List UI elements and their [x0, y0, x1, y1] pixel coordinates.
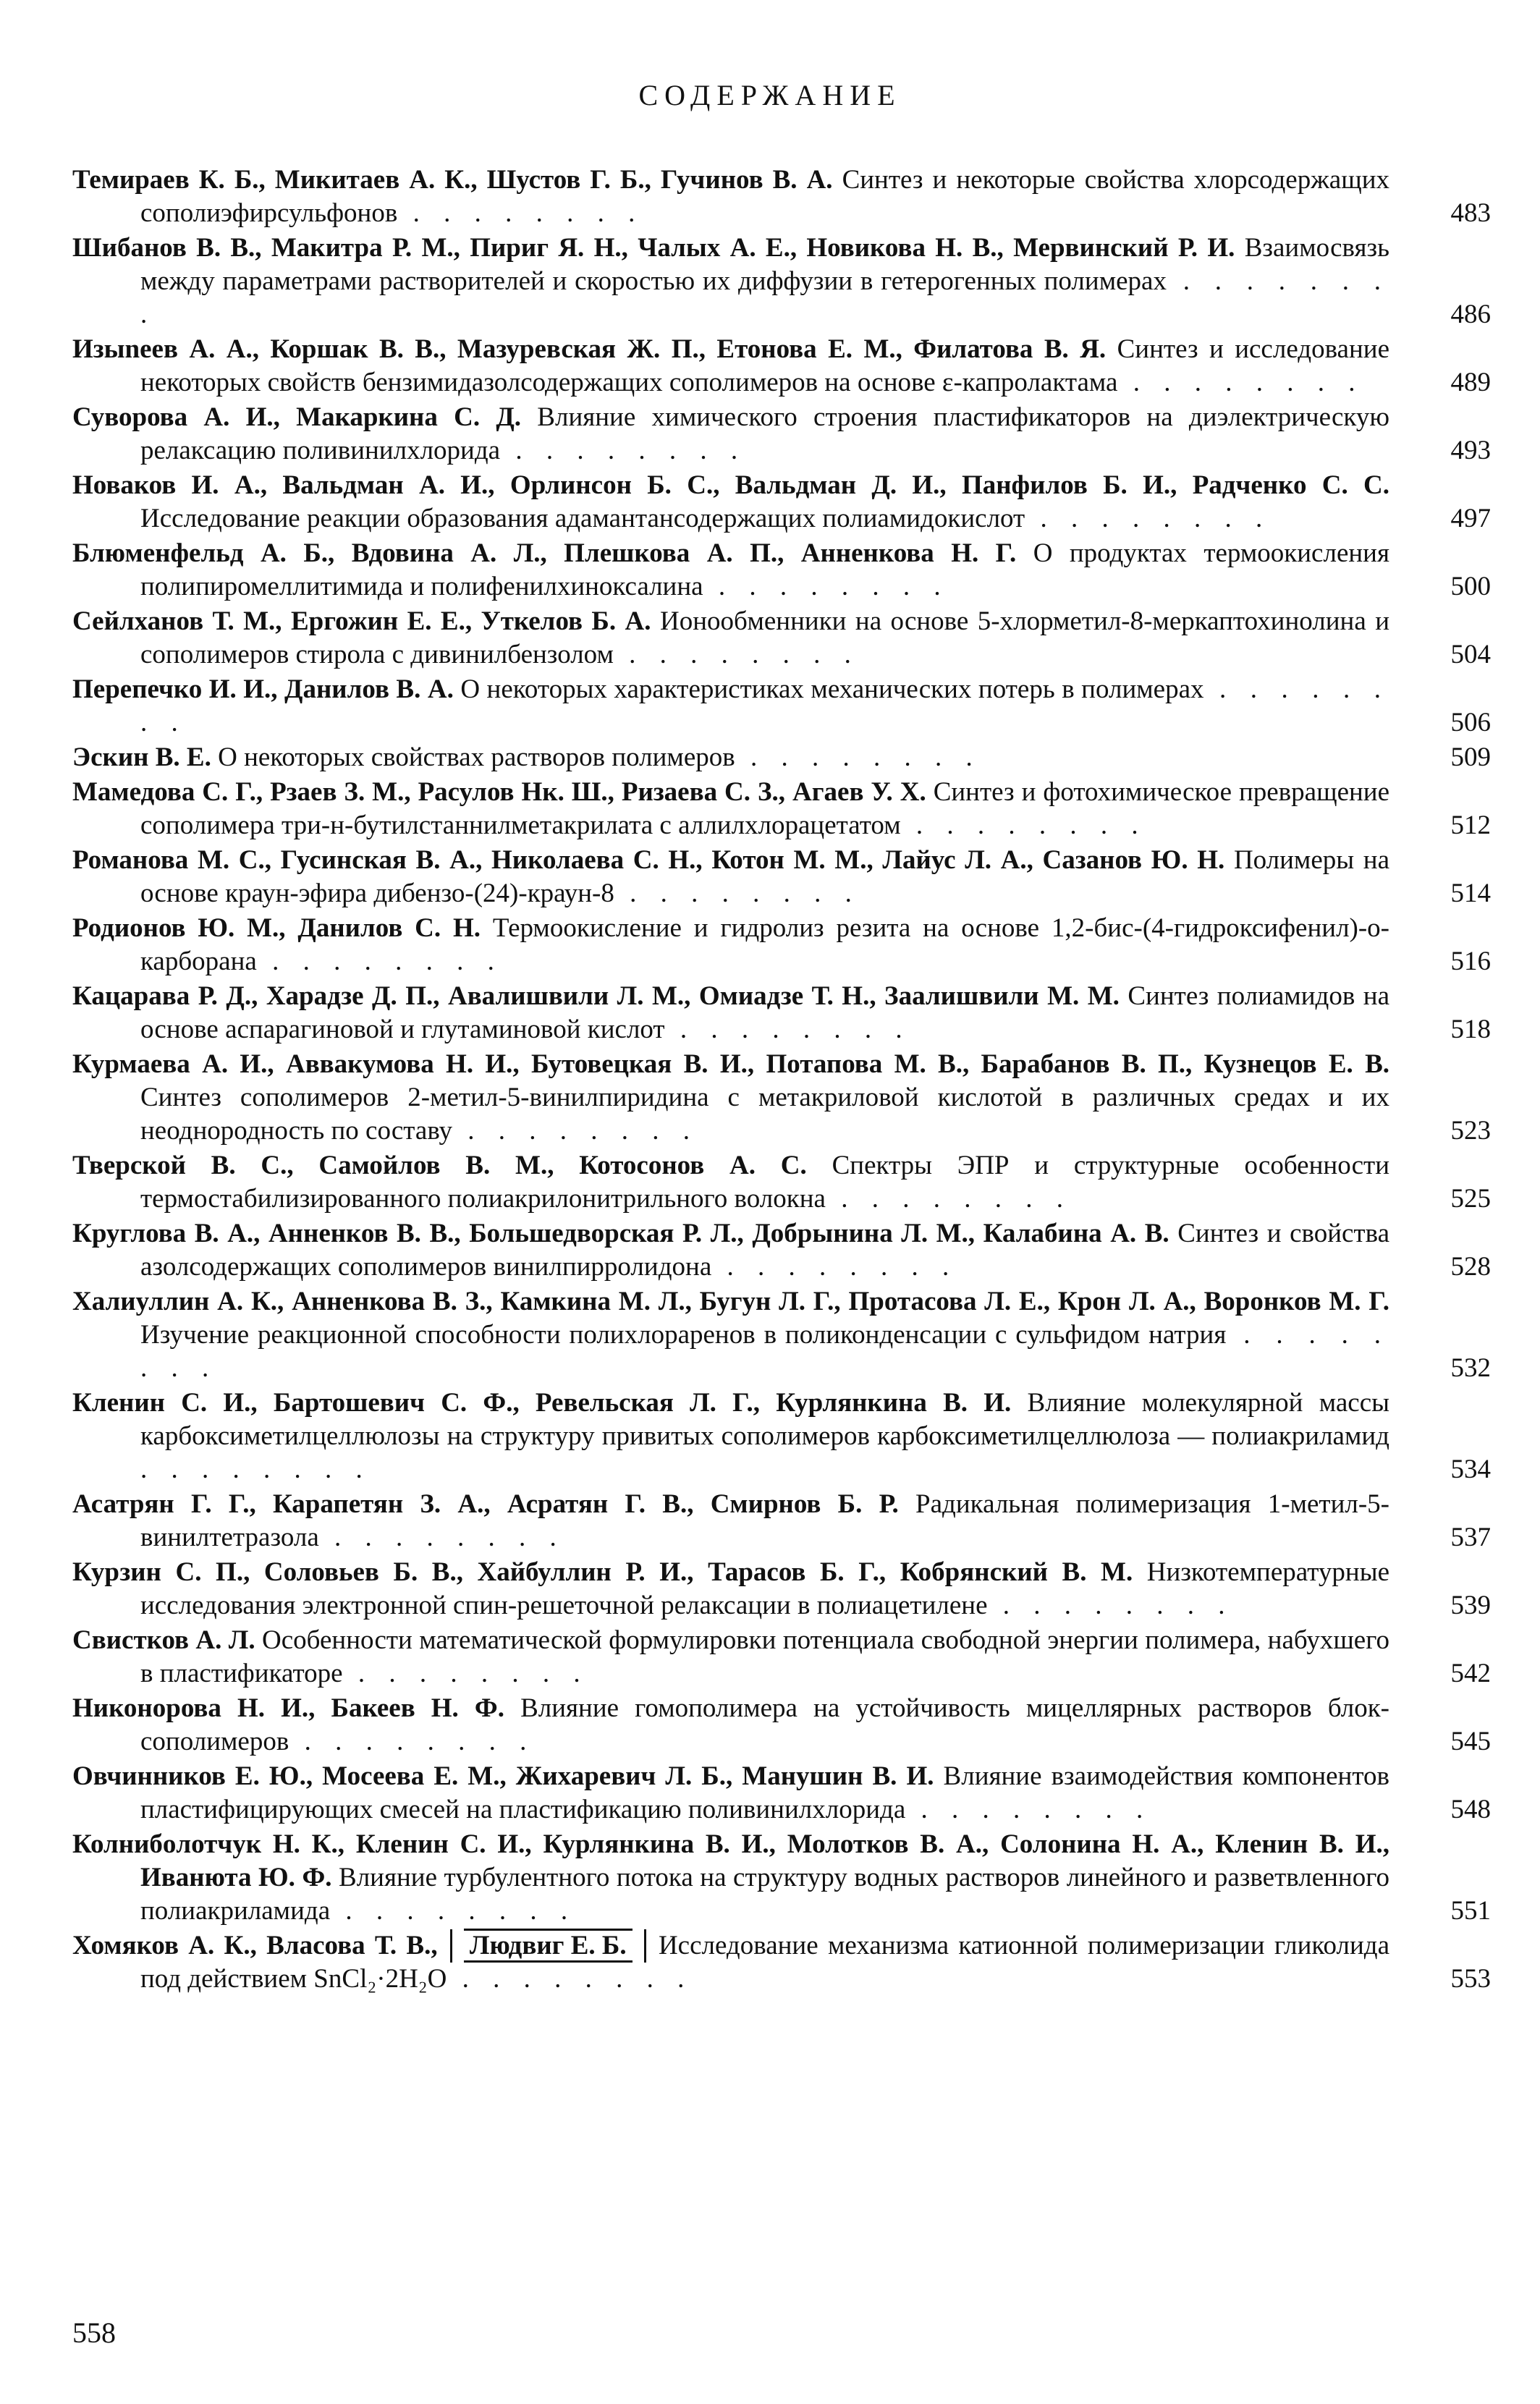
- entry-page: 534: [1450, 1455, 1491, 1484]
- toc-entry: [72, 537, 1491, 604]
- entry-page: 537: [1450, 1523, 1491, 1552]
- entry-title: Влияние химического строения пластификаторов на диэлектрическую релаксацию поливинилхлорида: [140, 402, 1390, 465]
- leader-dots: . . . . . . . .: [256, 947, 503, 976]
- entry-page: 512: [1450, 810, 1491, 840]
- leader-dots: . . . . . . . .: [614, 879, 860, 908]
- entry-title: Взаимосвязь между параметрами растворителей и скоростью их диффузии в гетерогенных полимерах: [140, 233, 1389, 296]
- entry-title: Влияние гомополимера на устойчивость мицеллярных растворов блок-сополимеров: [140, 1693, 1390, 1756]
- toc-entry: [72, 1387, 1491, 1486]
- toc-entry: [72, 1285, 1491, 1385]
- leader-dots: . . . . . . . .: [330, 1896, 577, 1926]
- entry-title: Влияние взаимодействия компонентов пластифицирующих смесей на пластификацию поливинилхлорида: [140, 1761, 1390, 1824]
- leader-dots: . . . . . . . .: [825, 1184, 1072, 1214]
- deceased-author: Людвиг Е. Б.: [464, 1929, 632, 1963]
- entry-title: Особенности математической формулировки потенциала свободной энергии полимера, набухшего в пластификаторе: [140, 1625, 1389, 1688]
- entry-title: Синтез сополимеров 2-метил-5-винилпиридина с метакриловой кислотой в различных средах и их неоднородность по составу: [140, 1083, 1389, 1146]
- leader-dots: . . . . . . . .: [289, 1727, 536, 1756]
- entry-authors: Колнибoлотчук Н. К., Кленин С. И., Курлянкина В. И., Молотков В. А., Солонина Н. А., Кленин В. И., Иванюта Ю. Ф.: [72, 1829, 1389, 1892]
- entry-title: Спектры ЭПР и структурные особенности термостабилизированного полиакрилонитрильного волокна: [140, 1151, 1390, 1214]
- entry-title: Синтез и некоторые свойства хлорсодержащих сополиэфирсульфонов: [140, 165, 1389, 228]
- entry-page: 489: [1450, 368, 1491, 397]
- leader-dots: . . . . . . . .: [500, 436, 747, 465]
- toc-entry: [72, 1556, 1491, 1622]
- toc-entry: [72, 1149, 1491, 1216]
- deceased-author-frame: [450, 1929, 646, 1963]
- entry-page: 497: [1450, 504, 1491, 533]
- leader-dots: . . . . . . . .: [342, 1659, 589, 1688]
- toc-entry: [72, 1760, 1491, 1827]
- entry-authors: Асатрян Г. Г., Карапетян З. А., Асратян Г. В., Смирнов Б. Р.: [72, 1489, 899, 1519]
- entry-page: 509: [1450, 742, 1491, 772]
- entry-title: Исследование механизма катионной полимеризации гликолида под действием SnCl₂·2H₂O: [140, 1931, 1390, 1994]
- entry-authors: Блюменфельд А. Б., Вдовина А. Л., Плешкова А. П., Анненкова Н. Г.: [72, 538, 1017, 568]
- entry-authors: Суворова А. И., Макаркина С. Д.: [72, 402, 522, 432]
- leader-dots: . . . . . . . .: [905, 1795, 1152, 1824]
- entry-authors: Темираев К. Б., Микитаев А. К., Шустов Г. Б., Гучинов В. А.: [72, 165, 833, 195]
- toc-entry: [72, 1488, 1491, 1554]
- entry-authors: Родионов Ю. М., Данилов С. Н.: [72, 913, 481, 943]
- entry-title: О некоторых характеристиках механических потерь в полимерах: [460, 674, 1204, 704]
- leader-dots: . . . . . . . .: [613, 640, 860, 669]
- table-of-contents: [72, 164, 1491, 1997]
- entry-authors: Изыneев А. А., Коршак В. В., Мазуревская Ж. П., Етонова Е. М., Филатова В. Я.: [72, 334, 1107, 364]
- entry-page: 483: [1450, 198, 1491, 228]
- entry-title: Полимеры на основе краун-эфира дибензо-(24)-краун-8: [140, 845, 1390, 908]
- entry-page: 532: [1450, 1353, 1491, 1383]
- leader-dots: . . . . . . . .: [900, 810, 1147, 840]
- entry-page: 525: [1450, 1184, 1491, 1214]
- entry-authors: Сейлханов Т. М., Ергожин Е. Е., Уткелов Б. А.: [72, 606, 651, 636]
- toc-entry: [72, 741, 1491, 774]
- toc-entry: [72, 164, 1491, 230]
- entry-page: 548: [1450, 1795, 1491, 1824]
- toc-entry: [72, 1048, 1491, 1148]
- toc-entry: [72, 232, 1491, 331]
- entry-page: 518: [1450, 1015, 1491, 1044]
- entry-authors: Свистков А. Л.: [72, 1625, 255, 1655]
- entry-authors: Тверской В. С., Самойлов В. М., Котосонов А. С.: [72, 1151, 807, 1180]
- entry-authors: Халиуллин А. К., Анненкова В. З., Камкина М. Л., Бугун Л. Г., Протасова Л. Е., Крон Л. А., Воронков М. Г.: [72, 1287, 1389, 1316]
- entry-page: 516: [1450, 947, 1491, 976]
- leader-dots: . . . . . . . .: [140, 674, 1390, 737]
- entry-title: Синтез и свойства азолсодержащих сополимеров винилпирролидона: [140, 1219, 1390, 1282]
- leader-dots: . . . . . . . .: [664, 1015, 911, 1044]
- toc-entry: [72, 776, 1491, 842]
- toc-entry: [72, 605, 1491, 672]
- leader-dots: . . . . . . . .: [711, 1252, 958, 1282]
- page-title: СОДЕРЖАНИЕ: [638, 79, 902, 111]
- entry-title: О продуктах термоокисления полипиромеллитимида и полифенилхиноксалина: [140, 538, 1389, 601]
- leader-dots: . . . . . . . .: [1117, 368, 1364, 397]
- entry-authors: Перепечко И. И., Данилов В. А.: [72, 674, 454, 704]
- entry-title: Исследование реакции образования адамантансодержащих полиамидокислот: [140, 504, 1025, 533]
- toc-entry: [72, 844, 1491, 910]
- entry-authors: Круглова В. А., Анненков В. В., Большедворская Р. Л., Добрынина Л. М., Калабина А. В.: [72, 1219, 1169, 1248]
- toc-entry: [72, 1828, 1491, 1928]
- entry-authors: Никонорова Н. И., Бакеев Н. Ф.: [72, 1693, 504, 1723]
- entry-page: 545: [1450, 1727, 1491, 1756]
- entry-title: Ионообменники на основе 5-хлорметил-8-меркаптохинолина и сополимеров стирола с дивинилбензолом: [140, 606, 1389, 669]
- entry-page: 506: [1450, 708, 1491, 737]
- leader-dots: . . . . . . . .: [447, 1964, 693, 1994]
- entry-authors: Кацарава Р. Д., Харадзе Д. П., Авалишвили Л. М., Омиадзе Т. Н., Заалишвили М. М.: [72, 981, 1120, 1011]
- entry-page: 500: [1450, 572, 1491, 601]
- leader-dots: . . . . . . . .: [1025, 504, 1272, 533]
- entry-title: Низкотемпературные исследования электронной спин-решеточной релаксации в полиацетилене: [140, 1557, 1390, 1620]
- entry-authors: Новаков И. А., Вальдман А. И., Орлинсон Б. С., Вальдман Д. И., Панфилов Б. И., Радченко С. С.: [72, 470, 1389, 500]
- entry-title: Изучение реакционной способности полихлораренов в поликонденсации с сульфидом натрия: [140, 1320, 1227, 1350]
- leader-dots: . . . . . . . .: [987, 1591, 1234, 1620]
- entry-authors: Овчинников Е. Ю., Мосеева Е. М., Жихаревич Л. Б., Манушин В. И.: [72, 1761, 934, 1791]
- entry-authors: Шибанов В. В., Макитра Р. М., Пириг Я. Н., Чалых А. Е., Новикова Н. В., Мервинский Р. И.: [72, 233, 1235, 263]
- entry-title: Синтез и фотохимическое превращение сополимера три-н-бутилстаннилметакрилата с аллилхлорацетатом: [140, 777, 1390, 840]
- entry-page: 542: [1450, 1659, 1491, 1688]
- leader-dots: . . . . . . . .: [140, 1320, 1389, 1383]
- leader-dots: . . . . . . . .: [318, 1523, 565, 1552]
- entry-page: 486: [1450, 300, 1491, 329]
- entry-title: Радикальная полимеризация 1-метил-5-винилтетразола: [140, 1489, 1389, 1552]
- entry-title: Синтез полиамидов на основе аспарагиновой и глутаминовой кислот: [140, 981, 1389, 1044]
- page-number: 558: [72, 2316, 116, 2349]
- entry-title: Влияние турбулентного потока на структуру водных растворов линейного и разветвленного полиакриламида: [140, 1863, 1389, 1926]
- toc-entry: [72, 1624, 1491, 1690]
- leader-dots: . . . . . . . .: [735, 742, 981, 772]
- entry-authors: Курмаева А. И., Аввакумова Н. И., Бутовецкая В. И., Потапова М. В., Барабанов В. П., Кузнецов Е. В.: [72, 1049, 1389, 1079]
- entry-authors: Хомяков А. К., Власова Т. В.,: [72, 1931, 438, 1960]
- entry-authors: Мамедова С. Г., Рзаев З. М., Расулов Нк. Ш., Ризаева С. З., Агаев У. Х.: [72, 777, 926, 807]
- toc-entry: [72, 1217, 1491, 1284]
- toc-entry: [72, 980, 1491, 1046]
- toc-entry: [72, 401, 1491, 467]
- entry-page: 551: [1450, 1896, 1491, 1926]
- entry-title: Термоокисление и гидролиз резита на основе 1,2-бис-(4-гидроксифенил)-о-карборана: [140, 913, 1389, 976]
- entry-page: 493: [1450, 436, 1491, 465]
- entry-page: 523: [1450, 1116, 1491, 1146]
- entry-page: 528: [1450, 1252, 1491, 1282]
- entry-authors: Курзин С. П., Соловьев Б. В., Хайбуллин Р. И., Тарасов Б. Г., Кобрянский В. М.: [72, 1557, 1133, 1587]
- leader-dots: . . . . . . . .: [140, 266, 1390, 329]
- leader-dots: . . . . . . . .: [140, 1455, 371, 1484]
- toc-entry: [72, 673, 1491, 740]
- toc-entry: [72, 469, 1491, 536]
- entry-page: 514: [1450, 879, 1491, 908]
- leader-dots: . . . . . . . .: [452, 1116, 699, 1146]
- entry-authors: Эскин В. Е.: [72, 742, 211, 772]
- entry-page: 539: [1450, 1591, 1491, 1620]
- leader-dots: . . . . . . . .: [703, 572, 949, 601]
- entry-authors: Романова М. С., Гусинская В. А., Николаева С. Н., Котон М. М., Лайус Л. А., Сазанов Ю. Н.: [72, 845, 1225, 875]
- leader-dots: . . . . . . . .: [397, 198, 644, 228]
- toc-entry: [72, 1929, 1491, 1996]
- entry-title: О некоторых свойствах растворов полимеров: [218, 742, 735, 772]
- toc-entry: [72, 333, 1491, 399]
- entry-authors: Кленин С. И., Бартошевич С. Ф., Ревельская Л. Г., Курлянкина В. И.: [72, 1388, 1012, 1418]
- entry-page: 504: [1450, 640, 1491, 669]
- entry-title: Влияние молекулярной массы карбоксиметилцеллюлозы на структуру привитых сополимеров карбоксиметилцеллюлоза — полиакриламид: [140, 1388, 1390, 1451]
- entry-title: Синтез и исследование некоторых свойств бензимидазолсодержащих сополимеров на основе ε-капролактама: [140, 334, 1390, 397]
- entry-page: 553: [1450, 1964, 1491, 1994]
- toc-entry: [72, 912, 1491, 978]
- toc-entry: [72, 1692, 1491, 1758]
